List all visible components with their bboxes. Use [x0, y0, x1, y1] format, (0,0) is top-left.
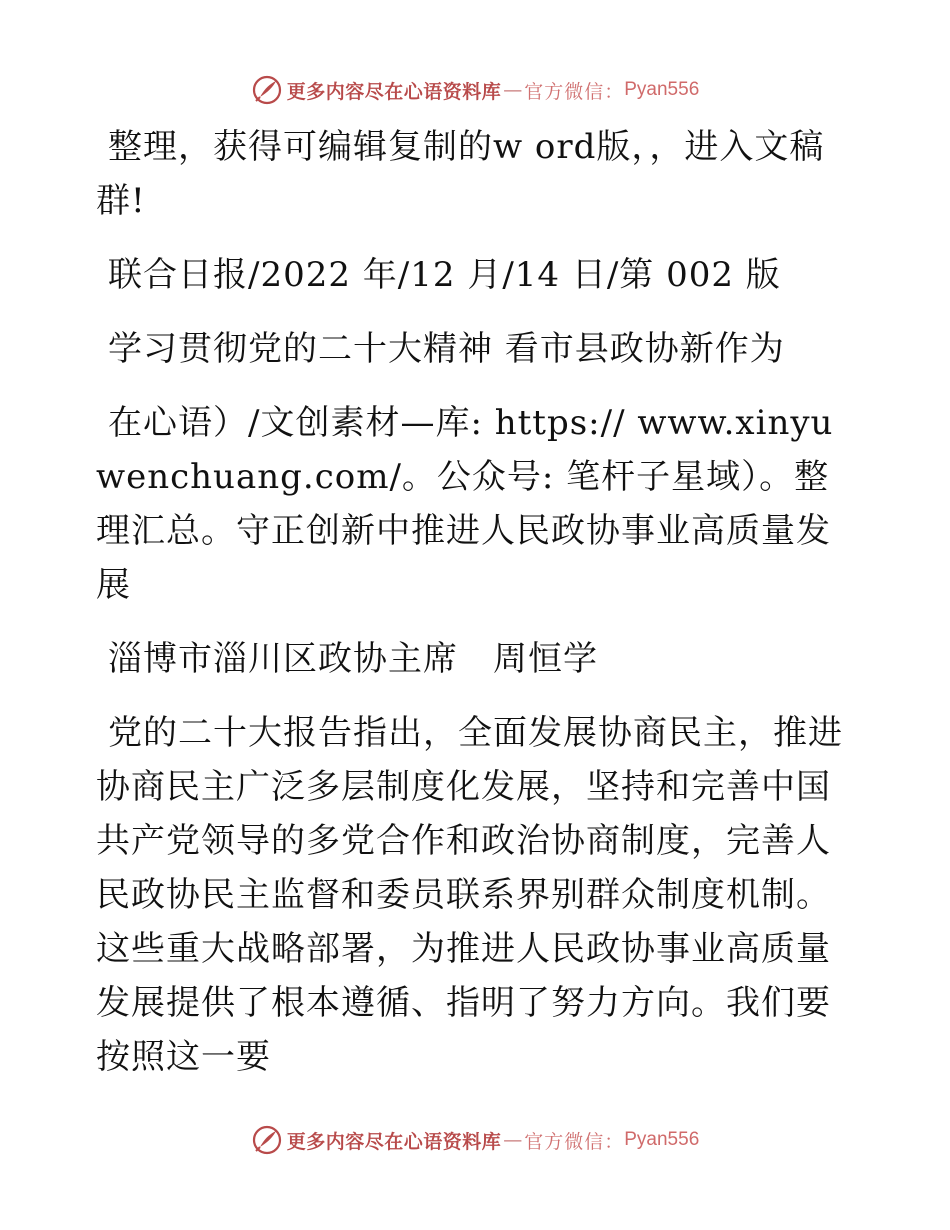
document-body	[96, 120, 848, 1084]
footer-banner	[0, 1122, 950, 1158]
author-line: 淄博市淄川区政协主席 周恒学	[108, 639, 598, 679]
source-paragraph: 在心语）/文创素材—库: https:// www.xinyuwenchuang.com/。公众号: 笔杆子星域）。整理汇总。守正创新中推进人民政协事业高质量发展	[96, 403, 834, 605]
banner-dash: —	[503, 79, 523, 101]
feather-pen-logo-icon	[251, 1124, 283, 1156]
publication-info: 联合日报/2022 年/12 月/14 日/第 002 版	[108, 255, 781, 295]
section-title: 学习贯彻党的二十大精神 看市县政协新作为	[108, 329, 785, 369]
banner-wechat-label: 官方微信：	[524, 80, 625, 103]
banner-wechat-label: 官方微信：	[524, 1130, 625, 1153]
banner-wechat-id: Pyan556	[624, 1129, 700, 1150]
body-paragraph: 党的二十大报告指出，全面发展协商民主，推进协商民主广泛多层制度化发展，坚持和完善中国共产党领导的多党合作和政治协商制度，完善人民政协民主监督和委员联系界别群众制度机制。这些重大战略部署，为推进人民政协事业高质量发展提供了根本遵循、指明了努力方向。我们要按照这一要	[96, 713, 843, 1077]
feather-pen-logo-icon	[251, 74, 283, 106]
intro-paragraph: 整理，获得可编辑复制的w ord版，，进入文稿群!	[96, 127, 825, 221]
banner-dash: —	[503, 1129, 523, 1151]
banner-wechat-id: Pyan556	[624, 79, 700, 100]
header-banner	[0, 72, 950, 108]
banner-slogan: 更多内容尽在心语资料库	[286, 1130, 502, 1153]
banner-slogan: 更多内容尽在心语资料库	[286, 80, 502, 103]
